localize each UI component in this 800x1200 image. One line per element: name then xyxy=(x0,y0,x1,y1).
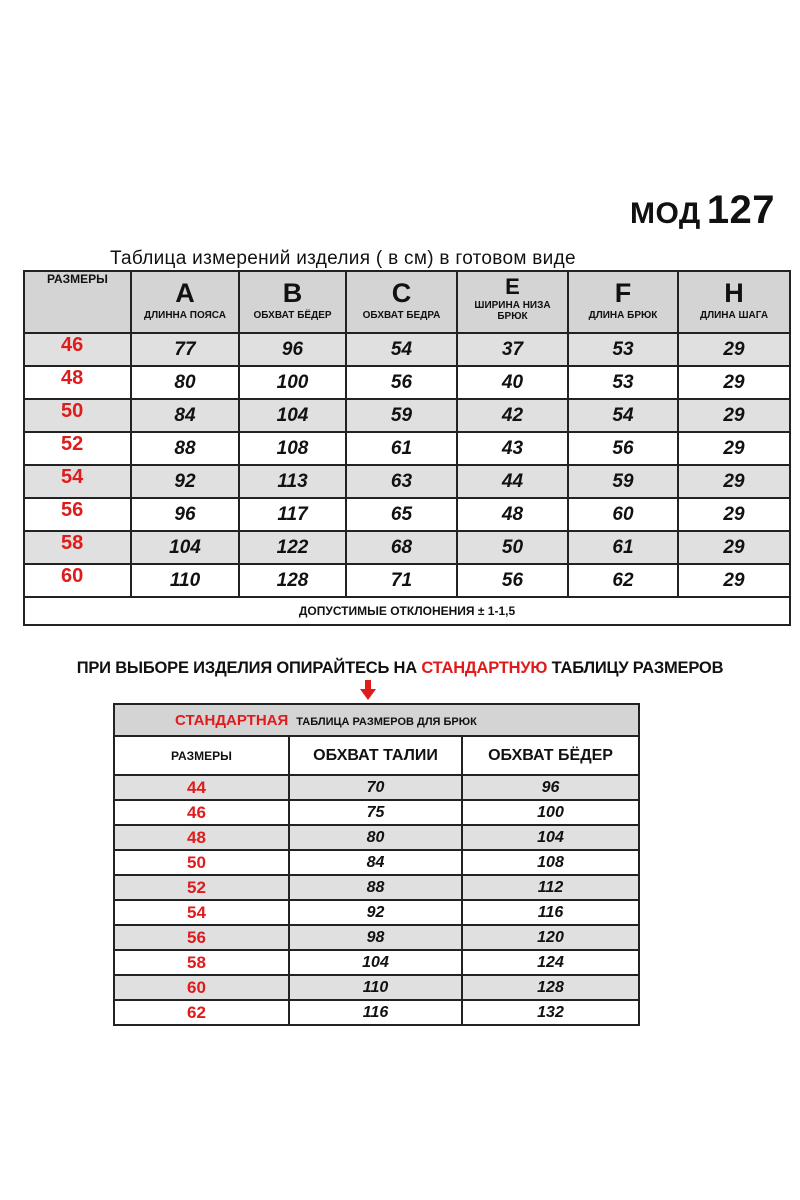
column-header-h xyxy=(678,271,790,333)
size-cell: 46 xyxy=(114,800,289,825)
waist-cell: 110 xyxy=(289,975,462,1000)
waist-cell: 75 xyxy=(289,800,462,825)
tolerance-row xyxy=(24,597,790,625)
value-cell: 117 xyxy=(239,498,346,531)
waist-cell: 70 xyxy=(289,775,462,800)
value-cell: 29 xyxy=(678,366,790,399)
standard-title-rest: ТАБЛИЦА РАЗМЕРОВ ДЛЯ БРЮК xyxy=(296,715,477,728)
value-cell: 104 xyxy=(239,399,346,432)
arrow-down-icon xyxy=(360,680,376,700)
selection-advice xyxy=(0,659,800,678)
column-label: ДЛИНА ШАГА xyxy=(699,310,769,321)
standard-table-title-row xyxy=(114,704,639,736)
value-cell: 56 xyxy=(568,432,678,465)
size-cell: 48 xyxy=(114,825,289,850)
column-header-b xyxy=(239,271,346,333)
value-cell: 29 xyxy=(678,498,790,531)
size-cell: 46 xyxy=(24,333,131,366)
hips-cell: 108 xyxy=(462,850,639,875)
value-cell: 122 xyxy=(239,531,346,564)
standard-row xyxy=(114,875,639,900)
size-cell: 52 xyxy=(114,875,289,900)
hips-cell: 124 xyxy=(462,950,639,975)
value-cell: 50 xyxy=(457,531,568,564)
value-cell: 61 xyxy=(568,531,678,564)
hips-cell: 128 xyxy=(462,975,639,1000)
value-cell: 53 xyxy=(568,333,678,366)
column-header-f xyxy=(568,271,678,333)
advice-text-before: ПРИ ВЫБОРЕ ИЗДЕЛИЯ ОПИРАЙТЕСЬ НА xyxy=(76,659,422,677)
column-label: ДЛИННА ПОЯСА xyxy=(144,310,226,321)
column-letter: E xyxy=(505,274,520,299)
column-letter: B xyxy=(282,278,303,308)
size-cell: 58 xyxy=(24,531,131,564)
hips-header: ОБХВАТ БЁДЕР xyxy=(462,736,639,775)
advice-text-after: ТАБЛИЦУ РАЗМЕРОВ xyxy=(547,659,724,677)
value-cell: 29 xyxy=(678,564,790,597)
standard-size-table xyxy=(113,703,640,1026)
value-cell: 29 xyxy=(678,432,790,465)
column-header-c xyxy=(346,271,457,333)
size-cell: 52 xyxy=(24,432,131,465)
value-cell: 88 xyxy=(131,432,239,465)
value-cell: 54 xyxy=(346,333,457,366)
standard-row xyxy=(114,825,639,850)
column-letter: C xyxy=(391,278,412,308)
column-header-a xyxy=(131,271,239,333)
column-letter: F xyxy=(614,278,632,308)
value-cell: 59 xyxy=(346,399,457,432)
value-cell: 61 xyxy=(346,432,457,465)
size-cell: 54 xyxy=(24,465,131,498)
value-cell: 84 xyxy=(131,399,239,432)
column-label: ОБХВАТ БЕДРА xyxy=(362,310,441,321)
measurements-row xyxy=(24,432,790,465)
column-label: ШИРИНА НИЗА БРЮК xyxy=(474,300,551,322)
value-cell: 29 xyxy=(678,531,790,564)
value-cell: 56 xyxy=(346,366,457,399)
size-cell: 54 xyxy=(114,900,289,925)
size-cell: 60 xyxy=(24,564,131,597)
waist-header: ОБХВАТ ТАЛИИ xyxy=(289,736,462,775)
measurements-row xyxy=(24,564,790,597)
value-cell: 54 xyxy=(568,399,678,432)
standard-row xyxy=(114,775,639,800)
model-number-value: 127 xyxy=(706,188,776,232)
value-cell: 110 xyxy=(131,564,239,597)
value-cell: 96 xyxy=(131,498,239,531)
model-prefix: МОД xyxy=(630,197,701,230)
standard-header-row xyxy=(114,736,639,775)
hips-cell: 120 xyxy=(462,925,639,950)
measurements-row xyxy=(24,531,790,564)
waist-cell: 84 xyxy=(289,850,462,875)
value-cell: 53 xyxy=(568,366,678,399)
waist-cell: 88 xyxy=(289,875,462,900)
hips-cell: 96 xyxy=(462,775,639,800)
measurements-row xyxy=(24,366,790,399)
size-cell: 56 xyxy=(24,498,131,531)
advice-highlight: СТАНДАРТНУЮ xyxy=(421,659,548,677)
value-cell: 44 xyxy=(457,465,568,498)
value-cell: 29 xyxy=(678,399,790,432)
size-cell: 62 xyxy=(114,1000,289,1025)
value-cell: 59 xyxy=(568,465,678,498)
standard-row xyxy=(114,925,639,950)
value-cell: 96 xyxy=(239,333,346,366)
standard-table-title xyxy=(114,704,639,736)
column-label: ДЛИНА БРЮК xyxy=(588,310,658,321)
value-cell: 56 xyxy=(457,564,568,597)
hips-cell: 100 xyxy=(462,800,639,825)
hips-cell: 112 xyxy=(462,875,639,900)
measurements-row xyxy=(24,498,790,531)
hips-cell: 116 xyxy=(462,900,639,925)
model-number xyxy=(630,188,775,233)
column-letter: H xyxy=(724,278,744,308)
measurements-table xyxy=(23,270,791,626)
value-cell: 63 xyxy=(346,465,457,498)
value-cell: 128 xyxy=(239,564,346,597)
standard-row xyxy=(114,1000,639,1025)
waist-cell: 80 xyxy=(289,825,462,850)
hips-cell: 104 xyxy=(462,825,639,850)
value-cell: 40 xyxy=(457,366,568,399)
column-letter: A xyxy=(175,278,195,308)
size-cell: 58 xyxy=(114,950,289,975)
measurements-row xyxy=(24,465,790,498)
standard-row xyxy=(114,850,639,875)
value-cell: 104 xyxy=(131,531,239,564)
value-cell: 80 xyxy=(131,366,239,399)
value-cell: 92 xyxy=(131,465,239,498)
hips-cell: 132 xyxy=(462,1000,639,1025)
waist-cell: 116 xyxy=(289,1000,462,1025)
waist-cell: 92 xyxy=(289,900,462,925)
value-cell: 100 xyxy=(239,366,346,399)
waist-cell: 104 xyxy=(289,950,462,975)
measurements-row xyxy=(24,333,790,366)
value-cell: 48 xyxy=(457,498,568,531)
table-caption: Таблица измерений изделия ( в см) в готовом виде xyxy=(110,248,576,269)
standard-title-highlight: СТАНДАРТНАЯ xyxy=(175,711,289,729)
size-cell: 48 xyxy=(24,366,131,399)
tolerance-note: ДОПУСТИМЫЕ ОТКЛОНЕНИЯ ± 1-1,5 xyxy=(24,597,790,625)
value-cell: 29 xyxy=(678,465,790,498)
standard-row xyxy=(114,950,639,975)
column-header-e xyxy=(457,271,568,333)
size-cell: 50 xyxy=(24,399,131,432)
value-cell: 108 xyxy=(239,432,346,465)
value-cell: 42 xyxy=(457,399,568,432)
value-cell: 77 xyxy=(131,333,239,366)
sizes-header: РАЗМЕРЫ xyxy=(24,271,131,333)
size-cell: 60 xyxy=(114,975,289,1000)
value-cell: 113 xyxy=(239,465,346,498)
size-cell: 50 xyxy=(114,850,289,875)
value-cell: 37 xyxy=(457,333,568,366)
value-cell: 43 xyxy=(457,432,568,465)
standard-row xyxy=(114,900,639,925)
measurements-row xyxy=(24,399,790,432)
value-cell: 65 xyxy=(346,498,457,531)
standard-row xyxy=(114,800,639,825)
size-cell: 44 xyxy=(114,775,289,800)
size-cell: 56 xyxy=(114,925,289,950)
standard-row xyxy=(114,975,639,1000)
value-cell: 62 xyxy=(568,564,678,597)
value-cell: 29 xyxy=(678,333,790,366)
column-label: ОБХВАТ БЁДЕР xyxy=(253,310,332,321)
waist-cell: 98 xyxy=(289,925,462,950)
standard-sizes-header: РАЗМЕРЫ xyxy=(114,736,289,775)
measurements-header-row xyxy=(24,271,790,333)
value-cell: 71 xyxy=(346,564,457,597)
value-cell: 60 xyxy=(568,498,678,531)
value-cell: 68 xyxy=(346,531,457,564)
